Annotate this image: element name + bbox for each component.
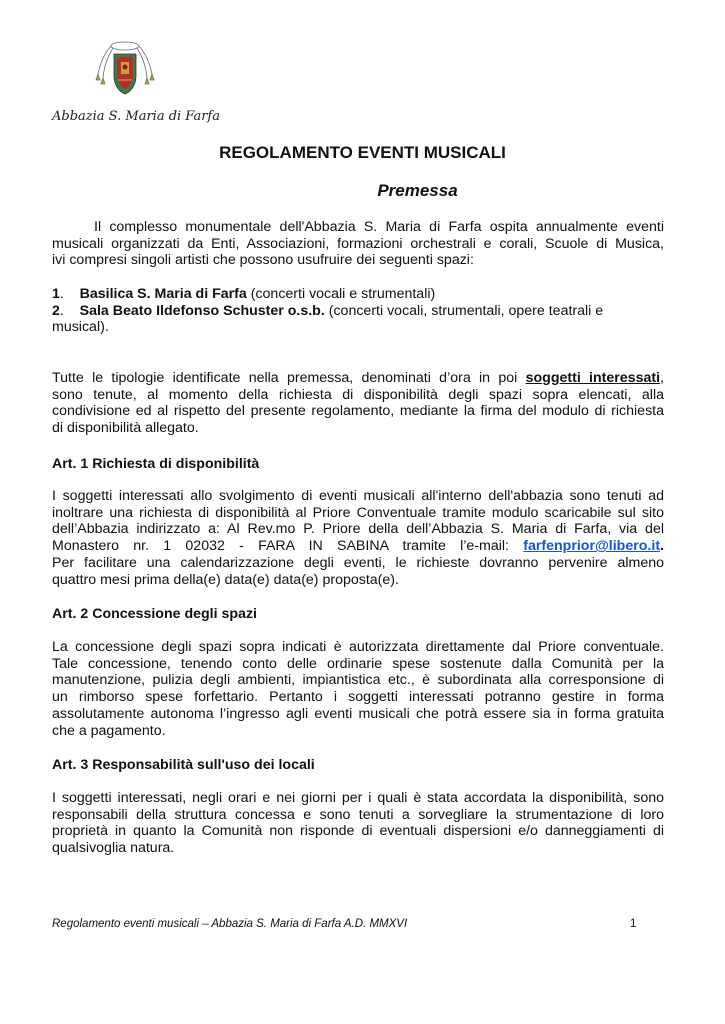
text-line: La concessione degli spazi sopra indicati è autorizzata direttamente dal Priore conventuale. bbox=[52, 639, 664, 655]
text-line: dell’Abbazia indirizzato a: Al Rev.mo P. Priore della dell’Abbazia S. Maria di Farfa, via del bbox=[52, 521, 664, 538]
page-title: REGOLAMENTO EVENTI MUSICALI bbox=[219, 143, 506, 162]
page-number: 1 bbox=[630, 918, 637, 930]
text-run: Tutte le tipologie identificate nella premessa, denominati d’ora in poi bbox=[52, 370, 526, 386]
premise-paragraph-2 bbox=[52, 370, 664, 437]
text-line: quattro mesi prima della(e) data(e) data(e) proposta(e). bbox=[52, 571, 399, 588]
art2-heading: Art. 2 Concessione degli spazi bbox=[52, 606, 257, 622]
text-line: I soggetti interessati allo svolgimento di eventi musicali all'interno dell'abbazia sono tenuti ad bbox=[52, 488, 664, 504]
text-line: inoltrare una richiesta di disponibilità al Priore Conventuale tramite modulo scaricabile sul sito bbox=[52, 504, 664, 521]
text-line bbox=[52, 538, 664, 555]
art1-paragraph bbox=[52, 488, 664, 588]
text-line: I soggetti interessati, negli orari e nei giorni per i quali è stata accordata la disponibilità, sono bbox=[52, 790, 664, 806]
art3-paragraph bbox=[52, 790, 664, 857]
art2-paragraph bbox=[52, 639, 664, 739]
text-line: qualsivoglia natura. bbox=[52, 840, 175, 857]
text-line bbox=[52, 370, 664, 387]
list-number: 1 bbox=[52, 286, 60, 302]
list-item: 1. Basilica S. Maria di Farfa (concerti vocali e strumentali) bbox=[52, 286, 436, 302]
space-name: Basilica S. Maria di Farfa bbox=[79, 286, 247, 302]
text-line: sono tenute, al momento della richiesta di disponibilità degli spazi sopra elencati, alla bbox=[52, 386, 664, 403]
text-line: musical). bbox=[52, 319, 109, 336]
text-line: Per facilitare una calendarizzazione degli eventi, le richieste dovranno pervenire almeno bbox=[52, 554, 664, 571]
intro-paragraph bbox=[52, 219, 664, 269]
text-line: Tale concessione, tenendo conto delle ordinarie spese sostenute dalla Comunità per la bbox=[52, 655, 664, 672]
abbey-name: Abbazia S. Maria di Farfa bbox=[52, 109, 220, 124]
text-line: assolutamente autonoma l’ingresso agli eventi musicali che potrà essere sia in forma gratuita bbox=[52, 705, 664, 722]
soggetti-interessati-term: soggetti interessati bbox=[525, 370, 661, 386]
space-name: Sala Beato Ildefonso Schuster o.s.b. bbox=[79, 302, 325, 319]
text-line: un rimborso spese forfettario. Pertanto i soggetti interessati potranno gestire in forma bbox=[52, 689, 664, 706]
space-desc: (concerti vocali, strumentali, opere teatrali e bbox=[324, 302, 604, 319]
art1-heading: Art. 1 Richiesta di disponibilità bbox=[52, 456, 260, 472]
abbey-crest-logo bbox=[92, 40, 158, 98]
art3-heading: Art. 3 Responsabilità sull'uso dei locali bbox=[52, 757, 315, 773]
page-footer: Regolamento eventi musicali – Abbazia S. Maria di Farfa A.D. MMXVI bbox=[52, 918, 408, 930]
text-line: che a pagamento. bbox=[52, 722, 166, 739]
section-subtitle bbox=[0, 181, 725, 201]
list-item: 2. Sala Beato Ildefonso Schuster o.s.b. (concerti vocali, strumentali, opere teatrali e bbox=[52, 302, 604, 319]
text-line: responsabili della struttura concessa e sono tenuti a sorvegliare la strumentazione di loro bbox=[52, 806, 664, 823]
list-number: 2 bbox=[52, 302, 60, 319]
spaces-list bbox=[52, 286, 664, 336]
text-line: di disponibilità allegato. bbox=[52, 420, 199, 437]
text-line: condivisione ed al rispetto del presente regolamento, mediante la firma del modulo di richiesta bbox=[52, 403, 664, 420]
text-line: manutenzione, pulizia degli ambienti, impiantistica etc., è subordinata alla corresponsione di bbox=[52, 672, 664, 689]
text-line: Il complesso monumentale dell'Abbazia S. Maria di Farfa ospita annualmente eventi bbox=[94, 219, 664, 235]
text-line: proprietà in quanto la Comunità non risponde di eventuali dispersioni e/o danneggiamenti di bbox=[52, 823, 664, 840]
text-run: . bbox=[660, 538, 664, 555]
subtitle-text: Premessa bbox=[377, 181, 458, 200]
text-run: Monastero nr. 1 02032 - FARA IN SABINA tramite l’e-mail: bbox=[52, 538, 524, 555]
text-run: , bbox=[660, 370, 664, 386]
text-line: ivi compresi singoli artisti che possono usufruire dei seguenti spazi: bbox=[52, 252, 474, 269]
text-line: musicali organizzati da Enti, Associazioni, formazioni orchestrali e corali, Scuole di Musica, bbox=[52, 235, 664, 252]
email-link[interactable]: farfenprior@libero.it bbox=[523, 538, 661, 555]
space-desc: (concerti vocali e strumentali) bbox=[246, 286, 436, 302]
